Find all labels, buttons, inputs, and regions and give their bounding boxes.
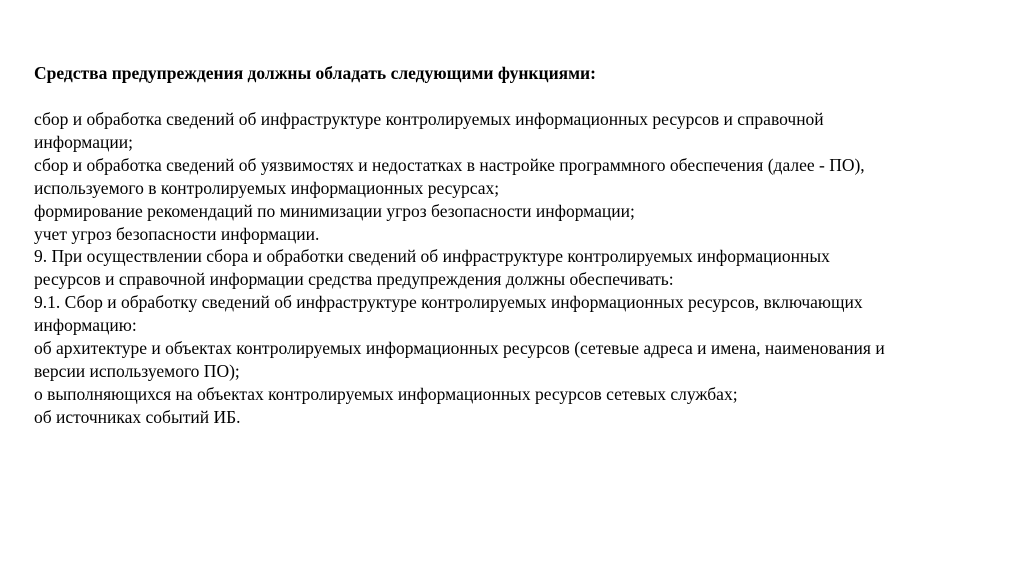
body-line: 9.1. Сбор и обработку сведений об инфраструктуре контролируемых информационных ресурсов, включающих <box>34 292 863 313</box>
body-line: информации; <box>34 131 133 152</box>
body-line: ресурсов и справочной информации средства предупреждения должны обеспечивать: <box>34 269 674 290</box>
slide-heading: Средства предупреждения должны обладать следующими функциями: <box>34 63 596 83</box>
body-line: версии используемого ПО); <box>34 360 240 381</box>
spacer <box>34 84 994 108</box>
body-line: формирование рекомендаций по минимизации угроз безопасности информации; <box>34 200 635 221</box>
slide-content <box>34 62 994 429</box>
body-line: об архитектуре и объектах контролируемых информационных ресурсов (сетевые адреса и имена, наименования и <box>34 338 885 359</box>
body-line: информацию: <box>34 315 137 336</box>
body-line: 9. При осуществлении сбора и обработки сведений об инфраструктуре контролируемых информационных <box>34 246 830 267</box>
body-line: сбор и обработка сведений об уязвимостях и недостатках в настройке программного обеспечения (далее - ПО), <box>34 154 865 175</box>
body-line: используемого в контролируемых информационных ресурсах; <box>34 177 500 198</box>
body-line: учет угроз безопасности информации. <box>34 223 320 244</box>
body-line: сбор и обработка сведений об инфраструктуре контролируемых информационных ресурсов и справочной <box>34 109 824 129</box>
body-line: об источниках событий ИБ. <box>34 406 241 427</box>
body-line: о выполняющихся на объектах контролируемых информационных ресурсов сетевых службах; <box>34 383 738 404</box>
